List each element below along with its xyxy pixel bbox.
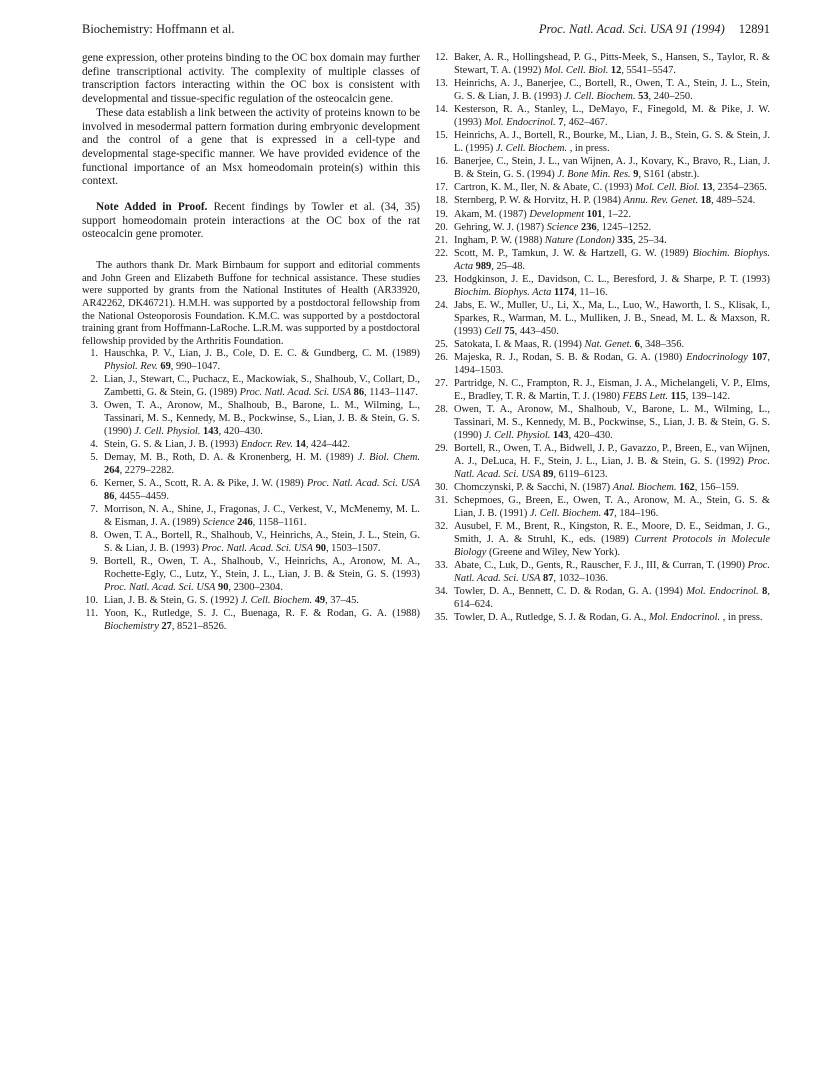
reference-authors: Lian, J., Stewart, C., Puchacz, E., Mackowiak, S., Shalhoub, V., Collart, D., Zambetti, G. & Stein, G. (1989) [104,374,420,398]
reference-number: 24. [435,300,448,312]
reference-item [432,78,770,103]
reference-authors: Majeska, R. J., Rodan, S. B. & Rodan, G. A. (1980) [454,352,687,364]
reference-journal: J. Cell. Biochem. [495,142,568,154]
reference-authors: Towler, D. A., Bennett, C. D. & Rodan, G. A. (1994) [454,585,687,597]
reference-item [432,586,770,611]
reference-pages: , 1143–1147. [364,387,418,398]
reference-journal: Physiol. Rev. [104,361,158,372]
reference-pages: , 2279–2282. [119,465,175,476]
body-paragraph-1: gene expression, other proteins binding to the OC box domain may further define transcriptional activity. The complexity of multiple classes of transcription factors interacting within the OC box is consistent with developmental and tissue-specific regulation of the osteocalcin gene. [82,52,420,106]
reference-volume: 6 [634,339,640,351]
reference-journal: Biochemistry [104,621,159,632]
reference-item [432,443,770,481]
reference-number: 17. [435,182,448,193]
running-header [82,22,770,38]
reference-journal: Biochim. Biophys. Acta [454,287,552,299]
reference-journal: Endocr. Rev. [240,439,293,450]
reference-journal: J. Cell. Physiol. [134,425,201,437]
reference-number: 31. [435,495,448,507]
reference-item [432,339,770,352]
reference-volume: 107 [751,352,768,364]
reference-number: 14. [435,104,448,115]
reference-authors: Demay, M. B., Roth, D. A. & Kronenberg, H. M. (1989) [104,452,358,464]
reference-journal: J. Cell. Biochem. [529,507,602,519]
reference-authors: Sternberg, P. W. & Horvitz, H. P. (1984) [454,195,624,207]
reference-pages: , 139–142. [685,391,730,403]
reference-number: 4. [90,439,98,450]
reference-pages: , in press. [569,142,610,154]
reference-authors: Chomczynski, P. & Sacchi, N. (1987) [454,481,613,493]
body-paragraph-2: These data establish a link between the activity of proteins known to be involved in mesodermal pattern formation during embryonic development and the control of a gene that is expressed in a cell-type and developmental stage-specific manner. We have provided evidence of the functional importance of an Msx homeodomain protein(s) within this context. [82,106,420,188]
reference-volume: 9 [633,168,639,180]
reference-number: 32. [435,521,448,533]
reference-pages: , 5541–5547. [621,64,676,76]
reference-item [82,348,420,373]
reference-item [82,400,420,438]
reference-item [432,182,770,195]
reference-item [82,595,420,608]
reference-authors: Jabs, E. W., Muller, U., Li, X., Ma, L., Luo, W., Haworth, I. S., Klisak, I., Sparkes, R., Warman, M. L., Mulliken, J. B., Snead, M. L. & Maxson, R. (1993) [454,300,770,337]
reference-number: 21. [435,235,448,247]
journal-citation: Proc. Natl. Acad. Sci. USA 91 (1994) [538,22,725,36]
reference-number: 35. [435,611,448,623]
reference-authors: Kerner, S. A., Scott, R. A. & Pike, J. W. (1989) [104,478,307,490]
reference-item [82,504,420,529]
reference-item [432,274,770,299]
reference-journal: Proc. Natl. Acad. Sci. USA [239,387,352,398]
reference-journal: Annu. Rev. Genet. [623,195,699,207]
reference-number: 20. [435,221,448,233]
reference-item [432,495,770,520]
reference-authors: Towler, D. A., Rutledge, S. J. & Rodan, G. A., [454,611,649,623]
reference-volume: 86 [353,387,365,398]
reference-pages: , 25–34. [632,235,667,247]
reference-item [82,439,420,452]
reference-volume: 90 [218,581,229,593]
reference-journal: J. Cell. Physiol. [484,429,551,441]
reference-pages: , 1–22. [602,208,631,220]
reference-pages: , 424–442. [305,439,351,450]
reference-pages: , 614–624. [454,585,770,610]
reference-journal: Proc. Natl. Acad. Sci. USA [454,559,770,584]
reference-item [82,374,420,399]
reference-pages: , 6119–6123. [553,468,608,480]
reference-item [82,478,420,503]
reference-authors: Owen, T. A., Aronow, M., Shalhoub, V., Barone, L. M., Wilming, L., Tassinari, M. S., Kennedy, M. B., Pockwinse, S., Lian, J. B. & Stein, G. S. (1990) [454,404,770,441]
reference-journal: Mol. Endocrinol. [648,611,721,623]
reference-volume: 143 [553,429,569,441]
reference-item [432,300,770,338]
reference-pages: , 2300–2304. [228,581,283,593]
reference-item [432,195,770,208]
reference-volume: 49 [314,595,326,606]
reference-pages: , 1032–1036. [553,572,608,584]
reference-authors: Baker, A. R., Hollingshead, P. G., Pitts-Meek, S., Hansen, S., Taylor, R. & Stewart, T. A. (1992) [454,52,770,76]
reference-volume: 143 [203,425,219,437]
reference-number: 29. [435,443,448,455]
reference-journal: FEBS Lett. [622,391,669,403]
reference-authors: Heinrichs, A. J., Banerjee, C., Bortell, R., Owen, T. A., Stein, J. L., Stein, G. S. & Lian, J. B. (1993) [454,78,770,102]
reference-authors: Owen, T. A., Bortell, R., Shalhoub, V., Heinrichs, A., Stein, J. L., Stein, G. S. & Lian, J. B. (1993) [104,530,420,554]
reference-number: 33. [435,559,448,571]
reference-volume: 75 [504,325,515,337]
reference-journal: Proc. Natl. Acad. Sci. USA [104,581,216,593]
reference-pages: , 156–159. [694,481,739,493]
reference-pages: , 11–16. [574,287,608,299]
reference-number: 18. [435,195,448,207]
reference-volume: 989 [475,261,492,273]
reference-journal: Nat. Genet. [584,339,633,351]
reference-pages: , 1245–1252. [596,221,652,233]
reference-journal: Mol. Cell. Biol. [635,182,700,193]
reference-number: 12. [435,52,448,63]
reference-volume: 1174 [553,287,575,299]
reference-authors: Morrison, N. A., Shine, J., Fragonas, J. C., Verkest, V., McMenemy, M. L. & Eisman, J. A. (1989) [104,504,420,528]
reference-list-right [432,52,770,625]
reference-pages: , 25–48. [491,261,526,273]
reference-pages: , 1158–1161. [252,517,307,528]
reference-authors: Scott, M. P., Tamkun, J. W. & Hartzell, G. W. (1989) [454,248,693,260]
reference-item [432,235,770,248]
reference-volume: 264 [104,465,120,476]
reference-authors: Gehring, W. J. (1987) [454,221,547,233]
reference-journal: J. Bone Min. Res. [557,168,631,180]
reference-journal: J. Cell. Biochem. [240,595,313,606]
reference-number: 16. [435,156,448,167]
reference-volume: 236 [581,221,597,233]
reference-journal: Proc. Natl. Acad. Sci. USA [306,478,420,490]
reference-authors: Hauschka, P. V., Lian, J. B., Cole, D. E. C. & Gundberg, C. M. (1989) [104,348,420,360]
reference-pages: , in press. [722,611,763,623]
reference-volume: 246 [237,517,253,528]
reference-authors: Lian, J. B. & Stein, G. S. (1992) [104,595,241,606]
reference-pages: , S161 (abstr.). [638,168,700,180]
reference-authors: Abate, C., Luk, D., Gents, R., Rauscher, F. J., III, & Curran, T. (1990) [454,559,748,571]
reference-item [432,612,770,625]
reference-pages: , 37–45. [325,595,359,606]
reference-volume: 90 [315,543,326,554]
reference-pages: , 240–250. [648,90,693,102]
reference-volume: 162 [679,481,695,493]
reference-item [432,209,770,222]
reference-journal: J. Biol. Chem. [357,452,420,464]
reference-journal: Science [546,221,579,233]
reference-journal: Anal. Biochem. [612,481,677,493]
reference-number: 1. [90,348,98,360]
reference-item [432,248,770,273]
note-text: Recent findings by Towler et al. (34, 35) support homeodomain protein interactions at the OC box of the rat osteocalcin gene promoter. [82,201,420,241]
reference-volume: 27 [161,621,172,632]
reference-number: 9. [90,556,98,568]
reference-journal: Science [202,517,235,528]
note-added-in-proof [82,201,420,242]
reference-pages: , 184–196. [614,507,659,519]
reference-volume: 8 [762,585,768,597]
reference-pages: , 462–467. [563,116,608,128]
reference-pages: , 420–430. [568,429,613,441]
reference-authors: Yoon, K., Rutledge, S. J. C., Buenaga, R. F. & Rodan, G. A. (1988) [104,608,420,620]
reference-item [82,608,420,633]
reference-authors: Bortell, R., Owen, T. A., Bidwell, J. P., Gavazzo, P., Breen, E., van Wijnen, A. J., DeLuca, H. F., Stein, J. L., Lian, J. B. & Stein, G. S. (1992) [454,443,770,467]
reference-pages: , 489–524. [711,195,756,207]
reference-authors: Ingham, P. W. (1988) [454,235,545,247]
reference-journal: Mol. Cell. Biol. [543,64,609,76]
reference-number: 23. [435,274,448,286]
reference-volume: 7 [558,116,564,128]
reference-volume: 101 [586,208,603,220]
reference-item [432,404,770,442]
reference-authors: Satokata, I. & Maas, R. (1994) [454,339,585,351]
reference-item [432,482,770,495]
reference-authors: Partridge, N. C., Frampton, R. J., Eisman, J. A., Michelangeli, V. P., Elms, E., Bradley, T. R. & Martin, T. J. (1980) [454,378,770,403]
reference-pages: , 990–1047. [170,361,221,372]
page-number: 12891 [738,22,770,36]
reference-journal: Biochim. Biophys. Acta [454,248,770,273]
reference-item [432,156,770,181]
reference-item [432,521,770,559]
reference-authors: Stein, G. S. & Lian, J. B. (1993) [104,439,241,450]
reference-volume: 53 [638,90,649,102]
reference-number: 6. [90,478,98,490]
reference-pages: , 4455–4459. [114,491,169,502]
reference-authors: Bortell, R., Owen, T. A., Shalhoub, V., Heinrichs, A., Aronow, M. A., Rochette-Egly, C., Lutz, Y., Stein, J. L., Lian, J. B. & Stein, G. S. (1993) [104,556,420,580]
reference-journal: J. Cell. Biochem. [564,90,636,102]
reference-item [82,530,420,555]
reference-number: 8. [90,530,98,542]
reference-item [432,130,770,155]
reference-number: 19. [435,208,448,220]
reference-volume: 47 [603,507,615,519]
reference-list-left [82,348,420,633]
reference-volume: 18 [700,195,712,207]
reference-volume: 13 [702,182,713,193]
reference-item [432,560,770,585]
reference-pages: , 2354–2365. [712,182,768,193]
reference-journal: Mol. Endocrinol. [484,116,556,128]
reference-number: 2. [90,374,98,386]
reference-number: 27. [435,378,448,390]
reference-journal: Cell [484,325,502,337]
reference-authors: Kesterson, R. A., Stanley, L., DeMayo, F., Finegold, M. & Pike, J. W. (1993) [454,104,770,128]
reference-number: 3. [90,400,98,412]
reference-authors: Banerjee, C., Stein, J. L., van Wijnen, A. J., Kovary, K., Bravo, R., Lian, J. B. & Stein, G. S. (1994) [454,156,770,180]
reference-item [432,222,770,235]
reference-item [432,378,770,403]
reference-number: 25. [435,339,448,351]
reference-pages: , 443–450. [514,325,559,337]
reference-journal: Mol. Endocrinol. [686,585,759,597]
header-section-authors: Biochemistry: Hoffmann et al. [82,22,235,36]
reference-pages: , 348–356. [639,339,685,351]
reference-authors: Hodgkinson, J. E., Davidson, C. L., Beresford, J. & Sharpe, P. T. (1993) [454,274,770,286]
reference-number: 13. [435,78,448,89]
reference-pages: , 420–430. [218,425,263,437]
reference-volume: 69 [160,361,171,372]
reference-pages: , 8521–8526. [171,621,227,632]
reference-item [82,452,420,477]
reference-journal: Proc. Natl. Acad. Sci. USA [454,455,770,480]
reference-pages: , 1494–1503. [454,352,770,377]
reference-number: 11. [85,608,98,620]
reference-journal: Endocrinology [686,352,748,364]
reference-number: 22. [435,248,448,260]
left-column [82,52,420,634]
reference-pages: (Greene and Wiley, New York). [488,546,621,558]
reference-volume: 115 [670,391,686,403]
right-column [432,52,770,625]
reference-authors: Schepmoes, G., Breen, E., Owen, T. A., Aronow, M. A., Stein, G. S. & Lian, J. B. (1991) [454,495,770,519]
reference-number: 5. [90,452,98,464]
reference-item [432,352,770,377]
acknowledgments: The authors thank Dr. Mark Birnbaum for support and editorial comments and John Green and Elizabeth Buffone for technical assistance. These studies were supported by grants from the National Institutes of Health (AR33920, AR42262, DK46721). H.M.H. was supported by a postdoctoral fellowship from the National Osteoporosis Foundation. K.M.C. was supported by a postdoctoral training grant from Hoffmann-LaRoche. L.R.M. was supported by a postdoctoral fellowship provided by the Arthritis Foundation. [82,260,420,347]
reference-authors: Heinrichs, A. J., Bortell, R., Bourke, M., Lian, J. B., Stein, G. S. & Stein, J. L. (1995) [454,130,770,154]
header-journal-info [539,22,770,37]
reference-item [432,104,770,129]
reference-number: 15. [435,130,448,141]
reference-authors: Ausubel, F. M., Brent, R., Kingston, R. E., Moore, D. E., Seidman, J. G., Smith, J. A. & Struhl, K., eds. (1989) [454,521,770,545]
reference-item [432,52,770,77]
reference-authors: Owen, T. A., Aronow, M., Shalhoub, B., Barone, L. M., Wilming, L., Tassinari, M. S., Kennedy, M. B., Pockwinse, S., Lian, J. B. & Stein, G. S. (1990) [104,400,420,437]
reference-journal: Nature (London) [544,235,615,247]
reference-authors: Akam, M. (1987) [454,208,530,220]
reference-volume: 12 [610,64,622,76]
reference-volume: 89 [543,468,554,480]
reference-pages: , 1503–1507. [325,543,381,554]
reference-volume: 86 [104,491,115,502]
reference-number: 30. [435,481,448,493]
reference-number: 10. [85,595,98,606]
reference-journal: Proc. Natl. Acad. Sci. USA [201,543,313,554]
reference-number: 26. [435,352,448,364]
reference-number: 7. [90,504,98,516]
reference-journal: Current Protocols in Molecule Biology [454,533,771,558]
reference-authors: Cartron, K. M., Iler, N. & Abate, C. (1993) [454,182,636,193]
reference-volume: 14 [295,439,306,450]
note-heading: Note Added in Proof. [96,201,208,214]
reference-volume: 87 [543,572,554,584]
reference-item [82,556,420,594]
reference-number: 34. [435,585,448,597]
reference-journal: Development [529,208,585,220]
reference-number: 28. [435,404,448,416]
reference-volume: 335 [617,235,633,247]
